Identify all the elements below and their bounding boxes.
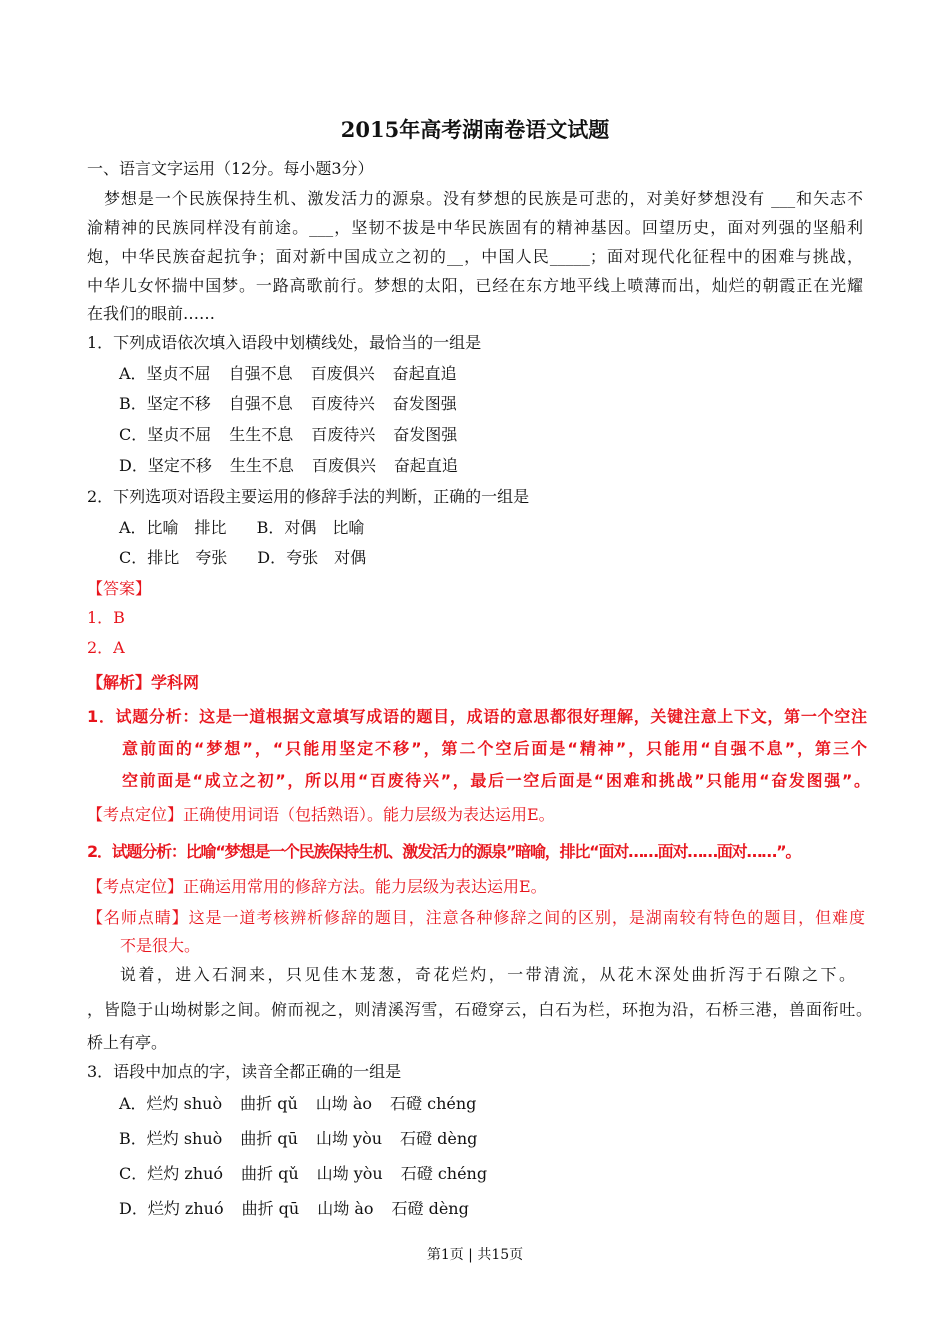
passage-line: 在我们的眼前…… (87, 304, 216, 323)
q3-option-a: A．烂灼 shuò 曲折 qǔ 山坳 ào 石磴 chéng (119, 1094, 477, 1113)
passage2-line: 说着，进入石洞来，只见佳木茏葱，奇花烂灼，一带清流，从花木深处曲折泻于石隙之下。 (120, 965, 855, 984)
q3-option-b: B．烂灼 shuò 曲折 qū 山坳 yòu 石磴 dèng (119, 1129, 478, 1148)
q1-option-a: A．坚贞不屈 自强不息 百废俱兴 奋起直追 (119, 364, 457, 383)
page-title: 2015年高考湖南卷语文试题 (340, 117, 610, 142)
q3-option-c: C．烂灼 zhuó 曲折 qǔ 山坳 yòu 石磴 chéng (119, 1164, 488, 1183)
teacher-note: 【名师点睛】这是一道考核辨析修辞的题目，注意各种修辞之间的区别，是湖南较有特色的题目，但难度 (87, 908, 865, 927)
analysis-label: 【解析】学科网 (87, 673, 200, 692)
question-1-stem: 1．下列成语依次填入语段中划横线处，最恰当的一组是 (87, 333, 482, 352)
q1-option-b: B．坚定不移 自强不息 百废待兴 奋发图强 (119, 394, 457, 413)
passage2-line: 桥上有亭。 (87, 1033, 168, 1052)
q2-options-row: A．比喻 排比 B．对偶 比喻 (119, 518, 365, 537)
section-heading: 一、语言文字运用（12分。每小题3分） (87, 159, 374, 178)
analysis-1-line: 意前面的“梦想”，“只能用坚定不移”，第二个空后面是“精神”，只能用“自强不息”，第三个 (122, 739, 867, 758)
question-2-stem: 2．下列选项对语段主要运用的修辞手法的判断，正确的一组是 (87, 487, 530, 506)
q1-option-c: C．坚贞不屈 生生不息 百废待兴 奋发图强 (119, 425, 458, 444)
analysis-1-line: 空前面是“成立之初”，所以用“百废待兴”，最后一空后面是“困难和挑战”只能用“奋发图强”。 (122, 771, 870, 790)
analysis-1-line: 1．试题分析：这是一道根据文意填写成语的题目，成语的意思都很好理解，关键注意上下文，第一个空注 (87, 707, 867, 726)
q1-option-d: D．坚定不移 生生不息 百废俱兴 奋起直追 (119, 456, 458, 475)
answer-2: 2．A (87, 638, 125, 657)
answer-label: 【答案】 (87, 579, 152, 598)
point-1: 【考点定位】正确使用词语（包括熟语）。能力层级为表达运用E。 (87, 805, 555, 824)
passage-line: 渝精神的民族同样没有前途。___，坚韧不拔是中华民族固有的精神基因。回望历史，面对列强的坚船利 (87, 218, 863, 237)
q3-option-d: D．烂灼 zhuó 曲折 qū 山坳 ào 石磴 dèng (119, 1199, 469, 1218)
passage-line: 中华儿女怀揣中国梦。一路高歌前行。梦想的太阳，已经在东方地平线上喷薄而出，灿烂的朝霞正在光耀 (87, 276, 863, 295)
answer-1: 1．B (87, 608, 125, 627)
question-3-stem: 3．语段中加点的字，读音全都正确的一组是 (87, 1062, 402, 1081)
passage2-line: ，皆隐于山坳树影之间。俯而视之，则清溪泻雪，石磴穿云，白石为栏，环抱为沿，石桥三港，兽面衔吐。 (87, 1000, 872, 1019)
passage-line: 梦想是一个民族保持生机、激发活力的源泉。没有梦想的民族是可悲的，对美好梦想没有 ___和矢志不 (87, 189, 863, 208)
point-2: 【考点定位】正确运用常用的修辞方法。能力层级为表达运用E。 (87, 877, 547, 896)
passage-line: 炮，中华民族奋起抗争；面对新中国成立之初的__，中国人民_____；面对现代化征程中的困难与挑战， (87, 247, 863, 266)
teacher-note: 不是很大。 (120, 936, 201, 955)
page-footer: 第1页 | 共15页 (426, 1247, 524, 1263)
analysis-2: 2．试题分析：比喻“梦想是一个民族保持生机、激发活力的源泉”暗喻，排比“面对……面对……面对……”。 (87, 842, 801, 861)
q2-options-row: C．排比 夸张 D．夸张 对偶 (119, 548, 367, 567)
